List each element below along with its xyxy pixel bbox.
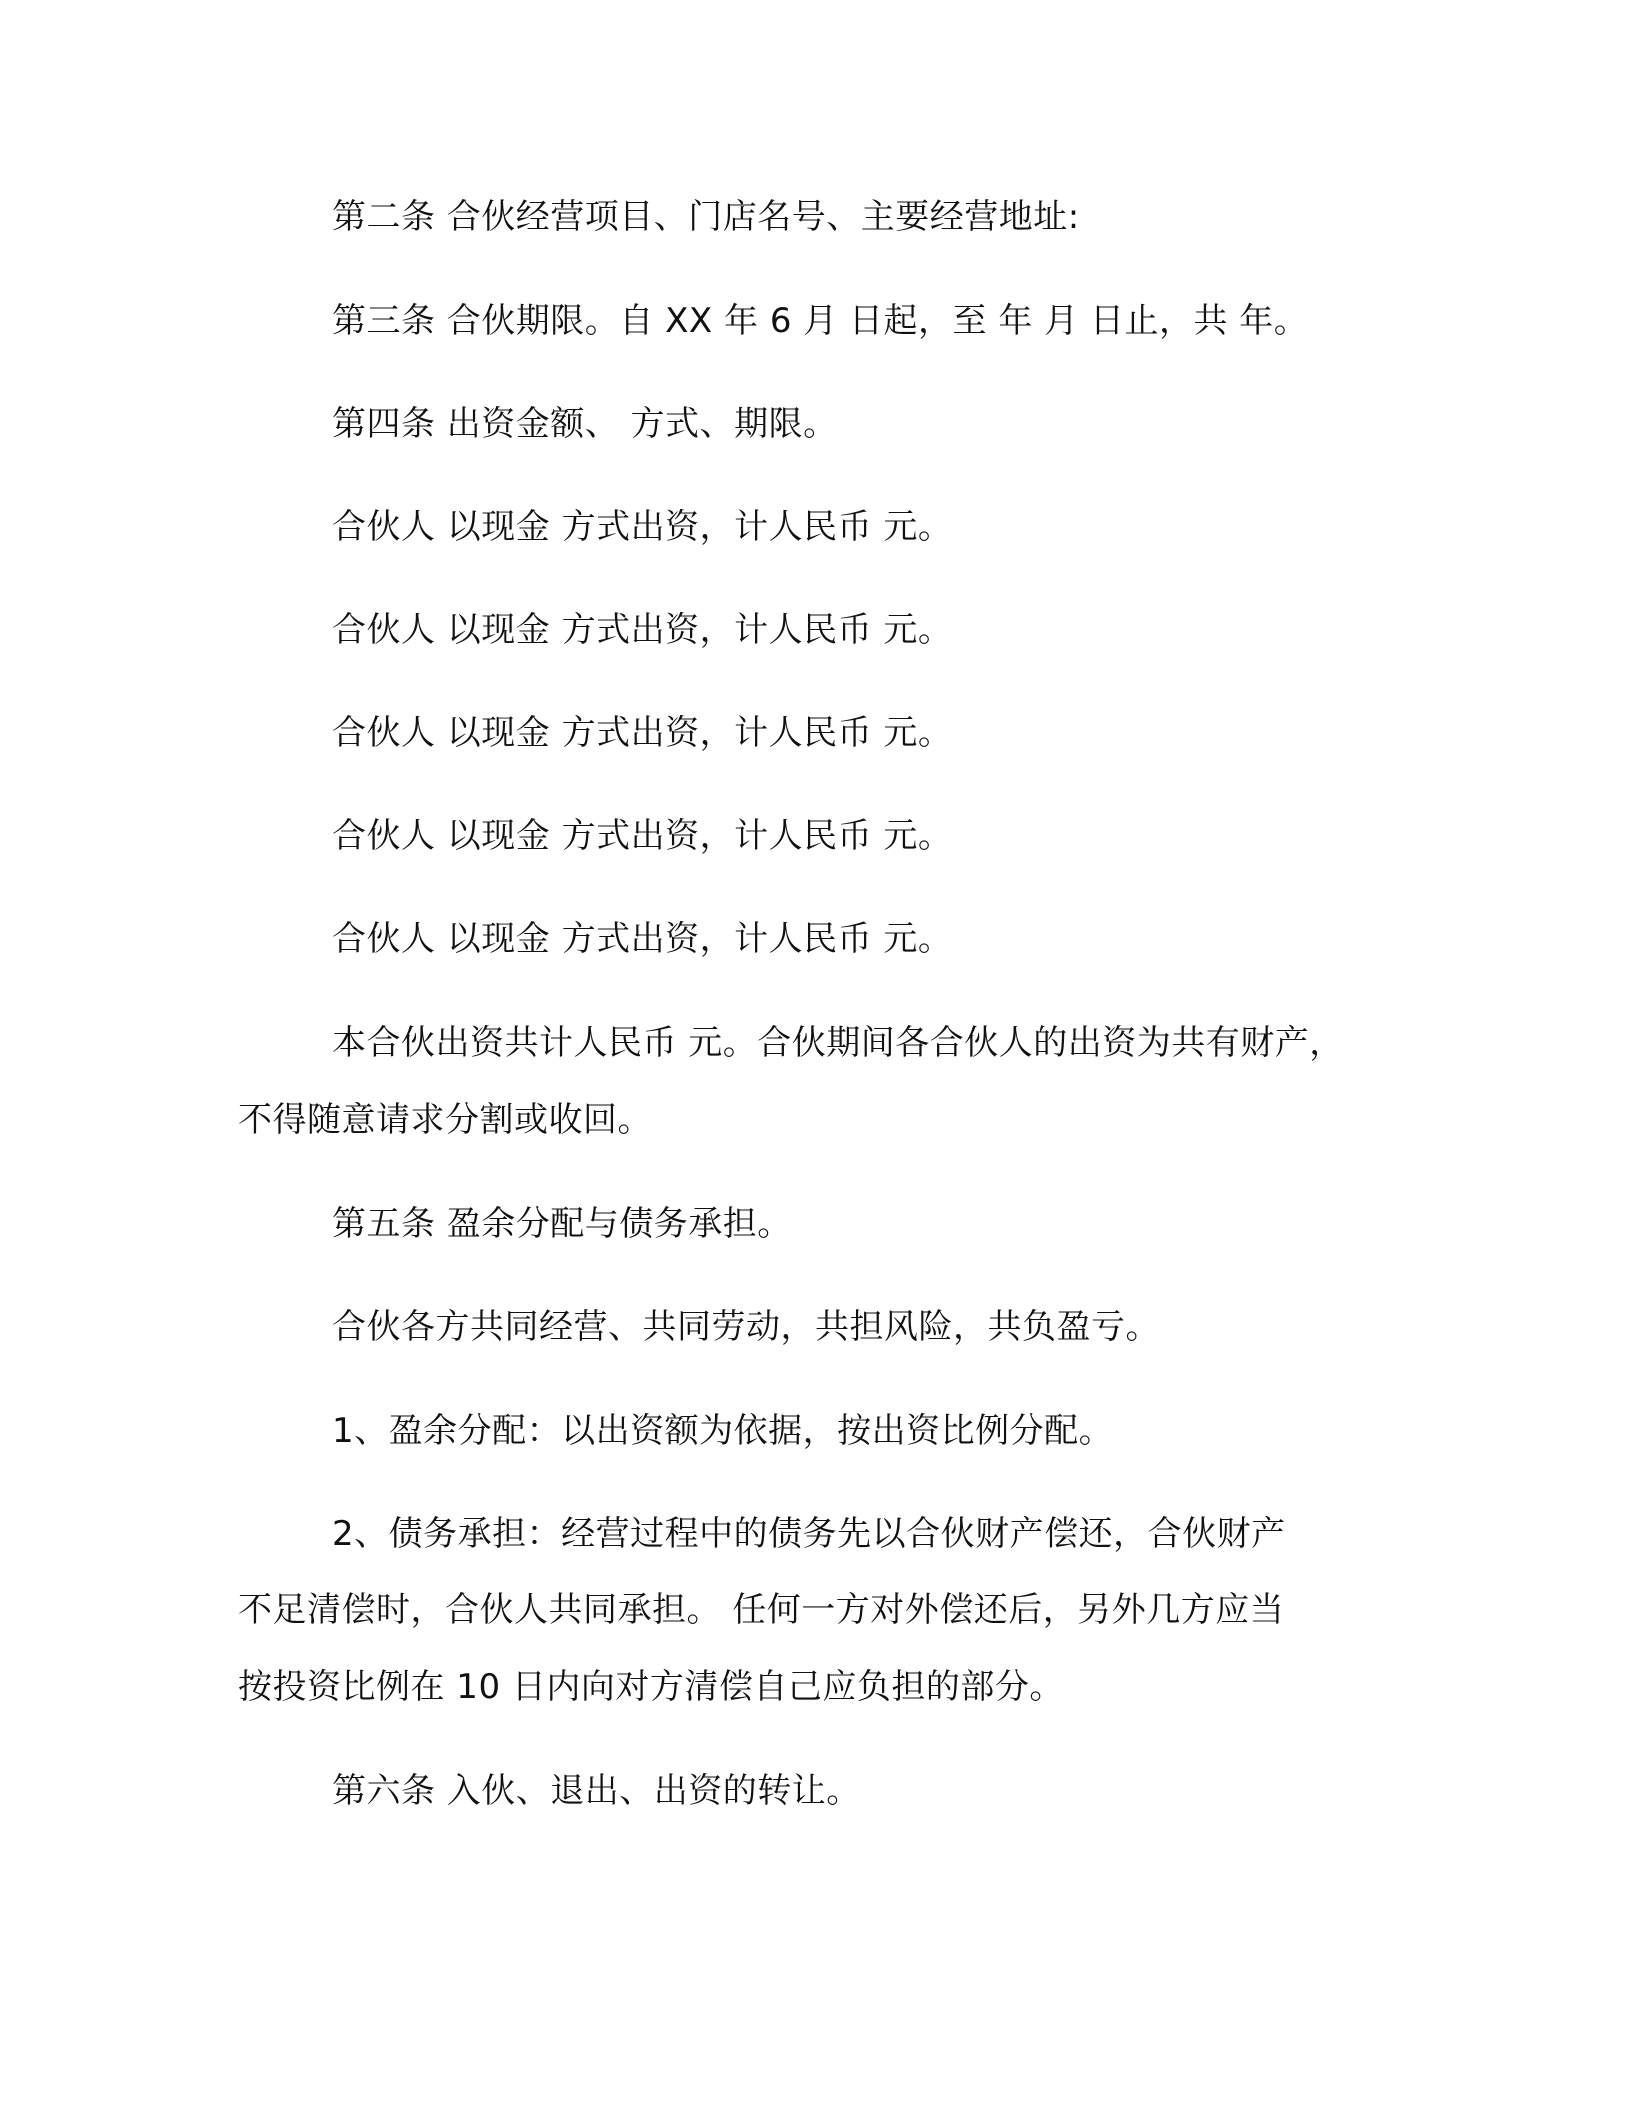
contribution-line-4: 合伙人 以现金 方式出资，计人民币 元。 [332, 816, 953, 856]
article-4-line: 第四条 出资金额、 方式、期限。 [332, 404, 838, 444]
contribution-line-3: 合伙人 以现金 方式出资，计人民币 元。 [332, 713, 953, 753]
joint-operation-line: 合伙各方共同经营、共同劳动，共担风险，共负盈亏。 [332, 1307, 1160, 1347]
total-contribution-line-1: 本合伙出资共计人民币 元。合伙期间各合伙人的出资为共有财产， [332, 1023, 1344, 1063]
debt-line-1: 2、债务承担：经营过程中的债务先以合伙财产偿还，合伙财产 [332, 1514, 1286, 1554]
article-6-line: 第六条 入伙、退出、出资的转让。 [332, 1771, 861, 1811]
contribution-line-5: 合伙人 以现金 方式出资，计人民币 元。 [332, 919, 953, 959]
contribution-line-1: 合伙人 以现金 方式出资，计人民币 元。 [332, 507, 953, 547]
article-5-line: 第五条 盈余分配与债务承担。 [332, 1204, 792, 1244]
debt-line-2: 不足清偿时，合伙人共同承担。 任何一方对外偿还后，另外几方应当 [238, 1590, 1285, 1630]
contribution-line-2: 合伙人 以现金 方式出资，计人民币 元。 [332, 610, 953, 650]
total-contribution-line-2: 不得随意请求分割或收回。 [238, 1100, 652, 1140]
profit-distribution-line: 1、盈余分配：以出资额为依据，按出资比例分配。 [332, 1411, 1114, 1451]
debt-line-3: 按投资比例在 10 日内向对方清偿自己应负担的部分。 [238, 1667, 1064, 1707]
article-2-line: 第二条 合伙经营项目、门店名号、主要经营地址: [332, 197, 1080, 237]
article-3-line: 第三条 合伙期限。自 XX 年 6 月 日起，至 年 月 日止，共 年。 [332, 301, 1309, 341]
